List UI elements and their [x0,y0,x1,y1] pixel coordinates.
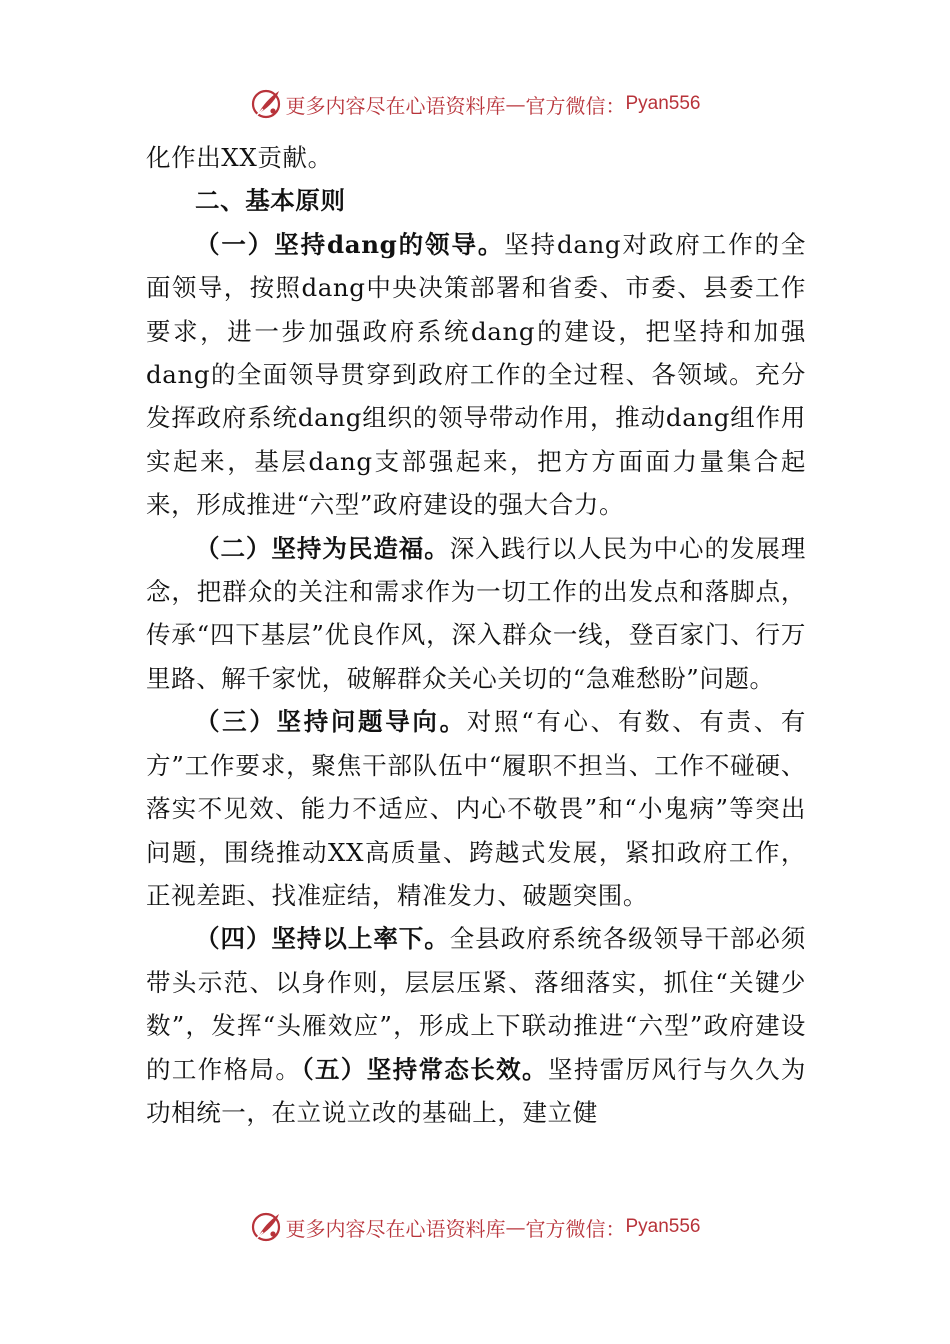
principle-title: （二）坚持为民造福。 [195,533,450,563]
principle-title: （五）坚持常态长效。 [301,1054,548,1084]
banner-wechat-label: 官方微信： [525,1216,626,1241]
banner-main-text: 更多内容尽在心语资料库 [285,93,506,118]
principle-text: 全县政府系统各级领导干部必须带头示范、以身作则，层层压紧、落细落实，抓住“关键少数”，发挥“头雁效应”，形成上下联动推进“六型”政府建设的工作格局。 [146,924,807,1084]
principle-title: （四）坚持以上率下。 [195,924,450,954]
banner-wechat-id: Pyan556 [625,1216,701,1237]
principle-paragraph-1 [146,223,806,527]
banner-dash: — [505,1215,526,1239]
banner-wechat-label: 官方微信： [525,93,626,118]
document-body [146,136,806,1134]
principle-text: 坚持dang对政府工作的全面领导，按照dang中央决策部署和省委、市委、县委工作要求，进一步加强政府系统dang的建设，把坚持和加强dang的全面领导贯穿到政府工作的全过程、各领域。充分发挥政府系统dang组织的领导带动作用，推动dang组作用实起来，基层dang支部强起来，把方方面面力量集合起来，形成推进“六型”政府建设的强大合力。 [146,229,806,520]
principle-text: 深入践行以人民为中心的发展理念，把群众的关注和需求作为一切工作的出发点和落脚点，传承“四下基层”优良作风，深入群众一线，登百家门、行万里路、解千家忧，破解群众关心关切的“急难愁盼”问题。 [146,533,807,693]
principle-title: （一）坚持dang的领导。 [195,229,505,259]
banner-main-text: 更多内容尽在心语资料库 [285,1216,506,1241]
banner-dash: — [505,92,526,116]
principle-text: 坚持雷厉风行与久久为功相统一，在立说立改的基础上，建立健 [146,1054,807,1127]
continuation-paragraph: 化作出XX贡献。 [146,143,333,172]
section-heading: 二、基本原则 [195,186,346,216]
principle-paragraph-4 [146,917,806,1134]
footer-banner [0,1207,950,1247]
principle-paragraph-2 [146,527,806,701]
principle-text: 对照“有心、有数、有责、有方”工作要求，聚焦干部队伍中“履职不担当、工作不碰硬、落实不见效、能力不适应、内心不敬畏”和“小鬼病”等突出问题，围绕推动XX高质量、跨越式发展，紧扣政府工作，正视差距、找准症结，精准发力、破题突围。 [146,707,807,910]
principle-paragraph-3 [146,700,806,917]
feather-pen-logo-icon [249,87,283,121]
header-banner [0,84,950,124]
feather-pen-logo-icon [249,1210,283,1244]
principle-title: （三）坚持问题导向。 [195,707,467,737]
banner-wechat-id: Pyan556 [625,93,701,114]
